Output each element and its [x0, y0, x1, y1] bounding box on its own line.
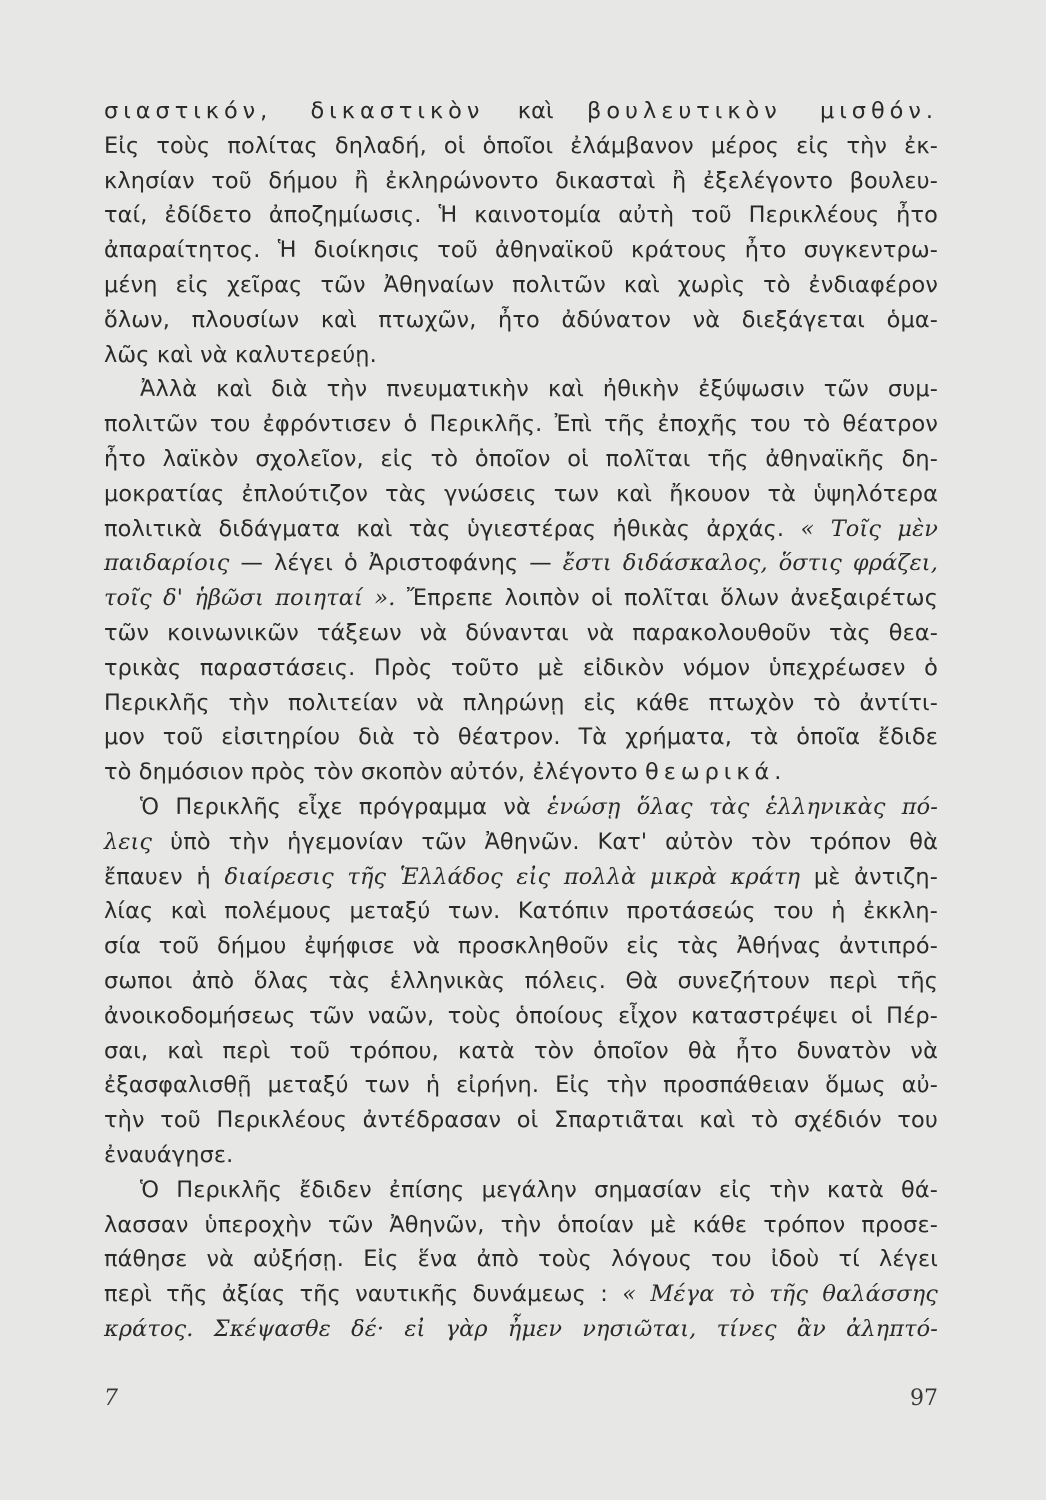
signature-mark: 7 [104, 1386, 118, 1411]
text-line: μοκρατίας ἐπλούτιζον τὰς γνώσεις των καὶ ἤκουον τὰ ὑψηλότερα [104, 480, 938, 507]
text-line: περὶ τῆς ἀξίας τῆς ναυτικῆς δυνάμεως : « Μέγα τὸ τῆς θαλάσσης [104, 1281, 938, 1308]
text-line: λίας καὶ πολέμους μεταξύ των. Κατόπιν προτάσεώς του ἡ ἐκκλη- [104, 898, 938, 925]
text-line: Περικλῆς τὴν πολιτείαν νὰ πληρώνῃ εἰς κάθε πτωχὸν τὸ ἀντίτι- [104, 689, 938, 716]
text-line: μένη εἰς χεῖρας τῶν Ἀθηναίων πολιτῶν καὶ χωρὶς τὸ ἐνδιαφέρον [104, 271, 938, 298]
text-line: ἐξασφαλισθῇ μεταξύ των ἡ εἰρήνη. Εἰς τὴν προσπάθειαν ὅμως αὐ- [104, 1072, 938, 1099]
page-number: 97 [910, 1386, 938, 1411]
text-line: κλησίαν τοῦ δήμου ἢ ἐκληρώνοντο δικασταὶ ἢ ἐξελέγοντο βουλευ- [104, 167, 938, 194]
text-line: ταί, ἐδίδετο ἀποζημίωσις. Ἡ καινοτομία αὐτὴ τοῦ Περικλέους ἦτο [104, 202, 938, 229]
text-line: ἔπαυεν ἡ διαίρεσις τῆς Ἑλλάδος εἰς πολλὰ μικρὰ κράτη μὲ ἀντιζη- [104, 863, 938, 890]
text-line: ἐναυάγησε. [104, 1141, 234, 1168]
text-line: ἀπαραίτητος. Ἡ διοίκησις τοῦ ἀθηναϊκοῦ κράτους ἦτο συγκεντρω- [104, 237, 938, 264]
text-line: λῶς καὶ νὰ καλυτερεύῃ. [104, 341, 377, 368]
text-line: πολιτῶν του ἐφρόντισεν ὁ Περικλῆς. Ἐπὶ τῆς ἐποχῆς του τὸ θέατρον [104, 411, 938, 438]
text-line: μον τοῦ εἰσιτηρίου διὰ τὸ θέατρον. Τὰ χρήματα, τὰ ὁποῖα ἔδιδε [104, 724, 938, 751]
text-line: σιαστικόν, δικαστικὸν καὶ βουλευτικὸν μισθόν. [104, 98, 938, 124]
text-line: λασσαν ὑπεροχὴν τῶν Ἀθηνῶν, τὴν ὁποίαν μὲ κάθε τρόπον προσε- [104, 1211, 938, 1238]
text-line: τὸ δημόσιον πρὸς τὸν σκοπὸν αὐτόν, ἐλέγοντο θεωρικά. [104, 759, 787, 786]
text-line: Εἰς τοὺς πολίτας δηλαδή, οἱ ὁποῖοι ἐλάμβανον μέρος εἰς τὴν ἐκ- [104, 132, 938, 159]
text-line: πολιτικὰ διδάγματα καὶ τὰς ὑγιεστέρας ἠθικὰς ἀρχάς. « Τοῖς μὲν [104, 515, 938, 542]
text-line: Ὁ Περικλῆς ἔδιδεν ἐπίσης μεγάλην σημασίαν εἰς τὴν κατὰ θά- [140, 1176, 938, 1203]
text-line: πάθησε νὰ αὐξήσῃ. Εἰς ἕνα ἀπὸ τοὺς λόγους του ἰδοὺ τί λέγει [104, 1246, 938, 1273]
text-line: σία τοῦ δήμου ἐψήφισε νὰ προσκληθοῦν εἰς τὰς Ἀθήνας ἀντιπρό- [104, 933, 938, 960]
text-line: σωποι ἀπὸ ὅλας τὰς ἑλληνικὰς πόλεις. Θὰ συνεζήτουν περὶ τῆς [104, 967, 938, 994]
text-line: ἀνοικοδομήσεως τῶν ναῶν, τοὺς ὁποίους εἶχον καταστρέψει οἱ Πέρ- [104, 1002, 938, 1029]
text-line: τοῖς δ' ἡβῶσι ποιηταί ». Ἔπρεπε λοιπὸν οἱ πολῖται ὅλων ἀνεξαιρέτως [104, 585, 938, 612]
page-body [104, 94, 938, 1347]
text-line: τὴν τοῦ Περικλέους ἀντέδρασαν οἱ Σπαρτιᾶται καὶ τὸ σχέδιόν του [104, 1107, 938, 1134]
text-line: ὅλων, πλουσίων καὶ πτωχῶν, ἦτο ἀδύνατον νὰ διεξάγεται ὁμα- [104, 306, 938, 333]
text-line: κράτος. Σκέψασθε δέ· εἰ γὰρ ἦμεν νησιῶται, τίνες ἂν ἀληπτό- [104, 1315, 938, 1342]
text-line: ἦτο λαϊκὸν σχολεῖον, εἰς τὸ ὁποῖον οἱ πολῖται τῆς ἀθηναϊκῆς δη- [104, 445, 938, 472]
text-line: παιδαρίοις — λέγει ὁ Ἀριστοφάνης — ἔστι διδάσκαλος, ὅστις φράζει, [104, 550, 938, 577]
text-line: Ὁ Περικλῆς εἶχε πρόγραμμα νὰ ἑνώσῃ ὅλας τὰς ἑλληνικὰς πό- [140, 793, 938, 820]
text-line: σαι, καὶ περὶ τοῦ τρόπου, κατὰ τὸν ὁποῖον θὰ ἦτο δυνατὸν νὰ [104, 1037, 938, 1064]
text-line: Ἀλλὰ καὶ διὰ τὴν πνευματικὴν καὶ ἠθικὴν ἐξύψωσιν τῶν συμ- [140, 376, 938, 403]
text-line: τῶν κοινωνικῶν τάξεων νὰ δύνανται νὰ παρακολουθοῦν τὰς θεα- [104, 619, 938, 646]
text-line: λεις ὑπὸ τὴν ἡγεμονίαν τῶν Ἀθηνῶν. Κατ' αὐτὸν τὸν τρόπον θὰ [104, 828, 938, 855]
text-line: τρικὰς παραστάσεις. Πρὸς τοῦτο μὲ εἰδικὸν νόμον ὑπεχρέωσεν ὁ [104, 654, 938, 681]
